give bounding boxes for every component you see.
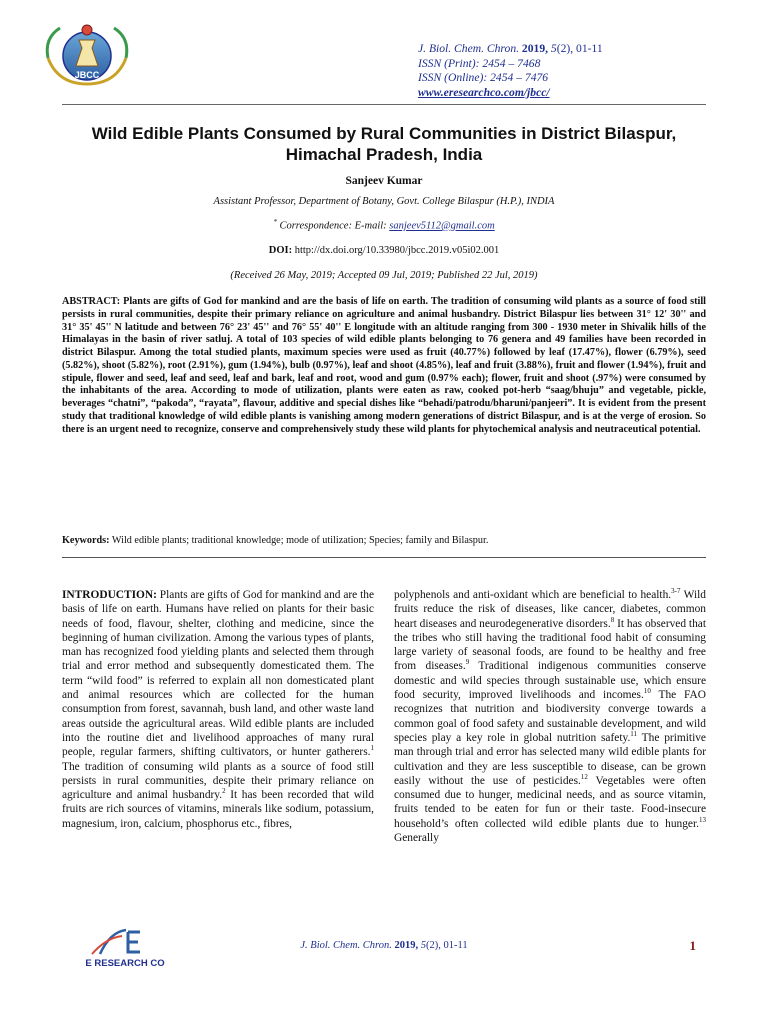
author-name: Sanjeev Kumar [345,175,423,187]
abstract: ABSTRACT: Plants are gifts of God for mankind and are the basis of life on earth. The tradition of consuming wild plants as a source of food still persists in rural communities, despite their primary reliance on agriculture and animal husbandry. District Bilaspur lies between 31° 12' 30'' and 31° 35' 45'' N latitude and between 76° 23' 45'' and 76° 55' 40'' E longitude with an altitude ranging from 300 - 1930 meter in Shivalik hills of the Himalayas in the basin of river satluj. A total of 103 species of wild edible plants belonging to 76 genera and 49 families have been recorded in district Bilaspur. Among the total studied plants, maximum species were used as fruit (40.77%) followed by leaf (17.47%), flower (6.79%), seed (5.82%), shoot (5.82%), root (2.91%), gum (1.94%), bulb (0.97%), leaf and shoot (4.85%), leaf and fruit (3.88%), fruit and flower (1.94%), fruit and stipule, flower and seed, leaf and seed, leaf and bark, leaf and root, wood and gum (0.97% each); flower, fruit and shoot (.97%) were consumed by the inhabitants of the area. According to mode of utilization, plants were eaten as raw, cooked pot-herb “saag/bhuju” and vegetable, pickle, beverages “chatni”, “pakoda”, “rayata”, flavour, additive and special dishes like “behadi/patrodu/bharuni/panjeeri”. It is evident from the present study that traditional knowledge of wild edible plants is vanishing among modern generations of district Bilaspur, and is at the verge of erosion. So there is an urgent need to recognize, conserve and comprehensively study these wild plants for phytochemical analysis and neutraceutical potential. [62,296,706,435]
citation-ref: 13 [699,815,706,824]
svg-text:JBCC: JBCC [74,70,100,80]
keywords: Keywords: Wild edible plants; traditional knowledge; mode of utilization; Species; family and Bilaspur. [62,535,489,546]
journal-citation: J. Biol. Chem. Chron. 2019, 5(2), 01-11 [418,42,603,55]
journal-url-link[interactable]: www.eresearchco.com/jbcc/ [418,85,550,99]
citation-ref: 2 [222,787,226,796]
email-link[interactable]: sanjeev5112@gmail.com [389,220,495,232]
doi-link[interactable]: http://dx.doi.org/10.33980/jbcc.2019.v05i02.001 [294,245,500,256]
intro-heading: INTRODUCTION: [62,589,157,601]
citation-ref: 1 [370,744,374,753]
citation-ref: 12 [580,773,588,782]
doi: DOI: http://dx.doi.org/10.33980/jbcc.2019.v05i02.001 [268,245,500,256]
correspondence: * Correspondence: E-mail: sanjeev5112@gmail.com [273,218,495,232]
intro-left-column: INTRODUCTION: Plants are gifts of God for mankind and are the basis of life on earth. Humans have relied on plants for their basic needs of food, flavour, shelter, clothing and medicine, since the beginning of human civilization. Among the various types of plants, man has recognized food yielding plants and selected them through trial and error method and subsequently domesticated them. The term “wild food” is referred to explain all non domesticated plant and animal resources which are collected for the human consumption from forest, savannah, bush land, and other waste land areas outside the agricultural areas. Wild edible plants are included into the routine diet and livelihood approaches of many rural people, regular farmers, shifting cultivators, or hunter gatherers.$^1$ The tradition of consuming wild plants as a source of food still persists in rural communities, despite their primary reliance on agriculture and animal husbandry.$^2$ It has been recorded that wild fruits are rich sources of vitamins, minerals like sodium, potassium, magnesium, iron, calcium, phosphorus etc., fibres, [62,589,374,830]
issn-print: ISSN (Print): 2454 – 7468 [418,56,541,70]
publication-dates: (Received 26 May, 2019; Accepted 09 Jul, 2019; Published 22 Jul, 2019) [230,270,538,281]
citation-ref: 11 [630,730,638,739]
issn-online: ISSN (Online): 2454 – 7476 [418,71,549,84]
section-divider [62,557,706,558]
footer-citation: J. Biol. Chem. Chron. 2019, 5(2), 01-11 [300,940,468,951]
author-affiliation: Assistant Professor, Department of Botany, Govt. College Bilaspur (H.P.), INDIA [213,196,555,207]
journal-info [418,42,668,100]
paper-title: Wild Edible Plants Consumed by Rural Communities in District Bilaspur, Himachal Pradesh, India [91,124,677,164]
page-number: 1 [689,938,696,953]
citation-ref: 9 [465,658,470,667]
header-divider [62,104,706,105]
jbcc-logo [38,18,136,90]
citation-ref: 8 [610,615,615,624]
citation-ref: 3-7 [671,587,681,596]
intro-right-column: polyphenols and anti-oxidant which are beneficial to health.$^{3-7}$ Wild fruits reduce the risk of diseases, like cancer, diabetes, common heart diseases and neurodegenerative disorders.$^8$ It has observed that the tribes who still having the traditional food habit of consuming large variety of seasonal foods, are found to be healthy and free from diseases.$^9$ Traditional indigenous communities conserve domestic and wild species through sustainable use, which ensure food security, improved livelihoods and incomes.$^{10}$ The FAO recognizes that nutrition and biodiversity converge towards a common goal of food safety and sustainable development, and wild species play a key role in global nutrition safety.$^{11}$ The primitive man through trial and error has selected many wild edible plants for cultivation and they are less susceptible to disease, can be grown easily without the use of pesticides.$^{12}$ Vegetables were often consumed due to hunger, medicinal needs, and as source vitamin, fruits tended to be eaten for fun or their taste. Food-insecure household’s often collected wild edible plants due to hunger.$^{13}$ Generally [394,587,707,845]
citation-ref: 10 [643,687,651,696]
svg-text:E RESEARCH CO: E RESEARCH CO [85,958,165,969]
